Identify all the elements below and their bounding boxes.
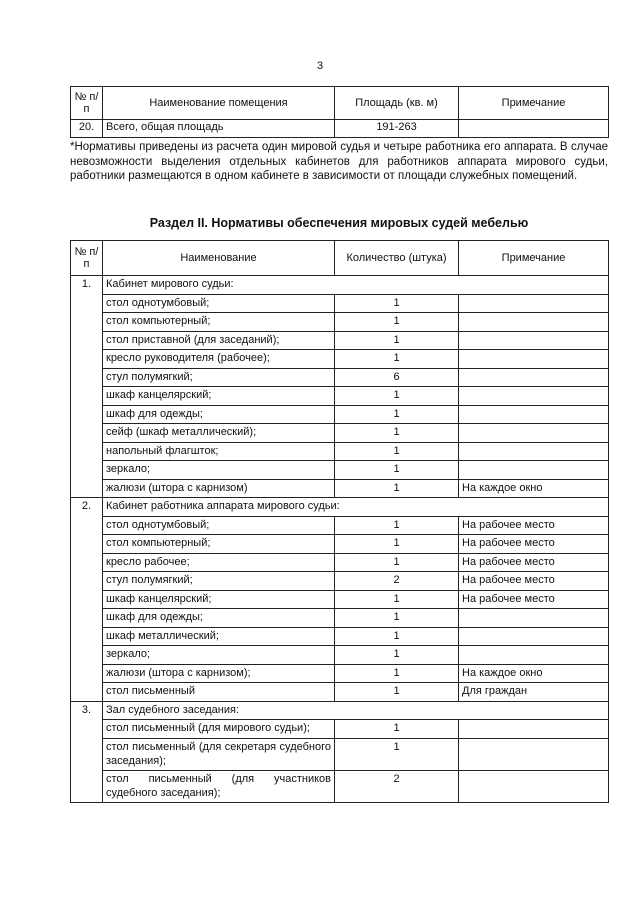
item-name: кресло рабочее;	[103, 553, 335, 572]
header-note: Примечание	[459, 87, 609, 120]
table-row	[71, 664, 609, 683]
item-name: стол компьютерный;	[103, 535, 335, 554]
item-note	[459, 424, 609, 443]
table-row	[71, 461, 609, 480]
header-room-name: Наименование помещения	[103, 87, 335, 120]
item-note	[459, 646, 609, 665]
group-title: Зал судебного заседания:	[103, 701, 609, 720]
item-note	[459, 350, 609, 369]
group-title: Кабинет работника аппарата мирового судьи:	[103, 498, 609, 517]
item-note	[459, 738, 609, 770]
item-quantity: 1	[335, 738, 459, 770]
item-quantity: 1	[335, 516, 459, 535]
table-row	[71, 442, 609, 461]
table-row	[71, 313, 609, 332]
item-name: зеркало;	[103, 646, 335, 665]
item-note: На рабочее место	[459, 516, 609, 535]
page-number: 3	[316, 60, 324, 72]
table-row	[71, 368, 609, 387]
item-quantity: 1	[335, 479, 459, 498]
item-quantity: 6	[335, 368, 459, 387]
item-note: На каждое окно	[459, 479, 609, 498]
item-quantity: 1	[335, 590, 459, 609]
table-row	[71, 535, 609, 554]
item-quantity: 1	[335, 387, 459, 406]
item-name: шкаф для одежды;	[103, 609, 335, 628]
item-note	[459, 331, 609, 350]
item-note	[459, 294, 609, 313]
item-name: шкаф канцелярский;	[103, 387, 335, 406]
table-row	[71, 405, 609, 424]
item-note	[459, 770, 609, 802]
furniture-table	[70, 240, 609, 803]
group-num: 3.	[71, 701, 103, 802]
item-name: стол письменный	[103, 683, 335, 702]
item-name: шкаф металлический;	[103, 627, 335, 646]
header-num: № п/п	[71, 87, 103, 120]
item-note	[459, 720, 609, 739]
item-quantity: 2	[335, 572, 459, 591]
item-quantity: 1	[335, 609, 459, 628]
table-row	[71, 646, 609, 665]
footnote: *Нормативы приведены из расчета один мировой судья и четыре работника его аппарата. В случае невозможности выделения отдельных кабинетов для работников аппарата мирового судьи, работники размещаются в одном кабинете в зависимости от площади служебных помещений.	[70, 141, 608, 182]
group-title: Кабинет мирового судьи:	[103, 276, 609, 295]
item-note	[459, 442, 609, 461]
area-table	[70, 86, 609, 138]
item-name: стол однотумбовый;	[103, 294, 335, 313]
header-name: Наименование	[103, 241, 335, 276]
table-row	[71, 516, 609, 535]
item-quantity: 1	[335, 535, 459, 554]
item-note: На рабочее место	[459, 590, 609, 609]
item-name: стол приставной (для заседаний);	[103, 331, 335, 350]
item-quantity: 1	[335, 442, 459, 461]
row-name: Всего, общая площадь	[103, 120, 335, 138]
item-name: кресло руководителя (рабочее);	[103, 350, 335, 369]
item-name: напольный флагшток;	[103, 442, 335, 461]
group-title-row	[71, 701, 609, 720]
table-row	[71, 572, 609, 591]
item-note	[459, 461, 609, 480]
item-note: Для граждан	[459, 683, 609, 702]
item-quantity: 1	[335, 553, 459, 572]
item-quantity: 1	[335, 405, 459, 424]
table-row	[71, 350, 609, 369]
table-row	[71, 720, 609, 739]
item-name: шкаф для одежды;	[103, 405, 335, 424]
row-num: 20.	[71, 120, 103, 138]
header-quantity: Количество (штука)	[335, 241, 459, 276]
table-row	[71, 627, 609, 646]
item-note	[459, 368, 609, 387]
item-quantity: 1	[335, 461, 459, 480]
item-quantity: 1	[335, 646, 459, 665]
header-num: № п/п	[71, 241, 103, 276]
table-row	[71, 294, 609, 313]
item-note: На каждое окно	[459, 664, 609, 683]
table-row	[71, 424, 609, 443]
table-row	[71, 120, 609, 138]
item-note: На рабочее место	[459, 553, 609, 572]
item-note: На рабочее место	[459, 572, 609, 591]
item-note	[459, 405, 609, 424]
table-row	[71, 738, 609, 770]
table-row	[71, 590, 609, 609]
table-row	[71, 553, 609, 572]
row-note	[459, 120, 609, 138]
group-num: 2.	[71, 498, 103, 702]
group-num: 1.	[71, 276, 103, 498]
item-name: шкаф канцелярский;	[103, 590, 335, 609]
item-name: стол письменный (для секретаря судебного заседания);	[103, 738, 335, 770]
item-name: стул полумягкий;	[103, 368, 335, 387]
item-name: стол письменный (для мирового судьи);	[103, 720, 335, 739]
item-quantity: 1	[335, 720, 459, 739]
item-note	[459, 387, 609, 406]
furniture-table-header-row	[71, 241, 609, 276]
item-quantity: 1	[335, 683, 459, 702]
item-name: стул полумягкий;	[103, 572, 335, 591]
item-quantity: 1	[335, 627, 459, 646]
item-note: На рабочее место	[459, 535, 609, 554]
item-name: жалюзи (штора с карнизом);	[103, 664, 335, 683]
table-row	[71, 609, 609, 628]
item-quantity: 1	[335, 350, 459, 369]
item-quantity: 1	[335, 424, 459, 443]
item-name: зеркало;	[103, 461, 335, 480]
item-name: стол компьютерный;	[103, 313, 335, 332]
item-quantity: 2	[335, 770, 459, 802]
area-table-header-row	[71, 87, 609, 120]
table-row	[71, 479, 609, 498]
row-area: 191-263	[335, 120, 459, 138]
group-title-row	[71, 276, 609, 295]
item-name: стол письменный (для участников судебного заседания);	[103, 770, 335, 802]
header-area: Площадь (кв. м)	[335, 87, 459, 120]
item-quantity: 1	[335, 664, 459, 683]
item-note	[459, 627, 609, 646]
table-row	[71, 387, 609, 406]
item-name: стол однотумбовый;	[103, 516, 335, 535]
item-note	[459, 313, 609, 332]
group-title-row	[71, 498, 609, 517]
item-quantity: 1	[335, 331, 459, 350]
item-name: жалюзи (штора с карнизом)	[103, 479, 335, 498]
section-title: Раздел II. Нормативы обеспечения мировых судей мебелью	[149, 216, 529, 230]
item-note	[459, 609, 609, 628]
table-row	[71, 331, 609, 350]
item-name: сейф (шкаф металлический);	[103, 424, 335, 443]
item-quantity: 1	[335, 294, 459, 313]
table-row	[71, 683, 609, 702]
header-note: Примечание	[459, 241, 609, 276]
table-row	[71, 770, 609, 802]
item-quantity: 1	[335, 313, 459, 332]
